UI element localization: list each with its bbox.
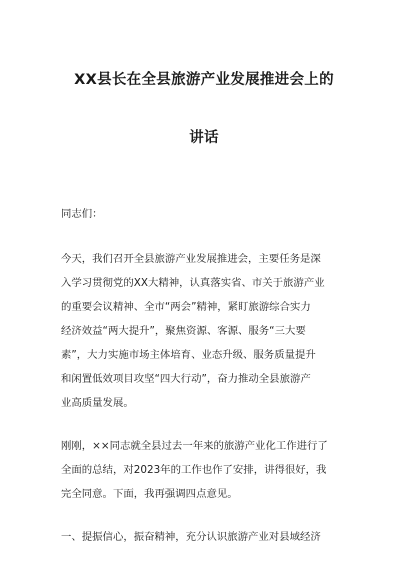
paragraph-2-line: 完全同意。下面，我再强调四点意见。 <box>61 488 238 500</box>
paragraph-1-line: 经济效益“两大提升”，聚焦资源、客源、服务“三大要 <box>61 325 306 337</box>
paragraph-1-line: 和闲置低效项目攻坚“四大行动”，奋力推动全县旅游产 <box>61 373 311 385</box>
paragraph-1-line: 素”，大力实施市场主体培育、业态升级、服务质量提升 <box>61 349 316 361</box>
paragraph-2-line: 全面的总结，对2023年的工作也作了安排，讲得很好，我 <box>61 464 327 476</box>
document-title-line-1: XX县长在全县旅游产业发展推进会上的 <box>74 72 334 88</box>
paragraph-1-line: 入学习贯彻党的XX大精神，认真落实省、市关于旅游产业 <box>61 277 325 289</box>
paragraph-1-line: 的重要会议精神、全市“两会”精神，紧盯旅游综合实力 <box>61 301 311 313</box>
salutation: 同志们： <box>61 208 103 220</box>
paragraph-1-line: 业高质量发展。 <box>61 397 134 409</box>
paragraph-3-line: 一、提振信心，振奋精神，充分认识旅游产业对县域经济 <box>61 531 321 543</box>
paragraph-1-line: 今天，我们召开全县旅游产业发展推进会，主要任务是深 <box>61 253 321 265</box>
paragraph-2-line: 刚刚，××同志就全县过去一年来的旅游产业化工作进行了 <box>61 440 328 452</box>
document-title-line-2: 讲话 <box>189 130 219 146</box>
